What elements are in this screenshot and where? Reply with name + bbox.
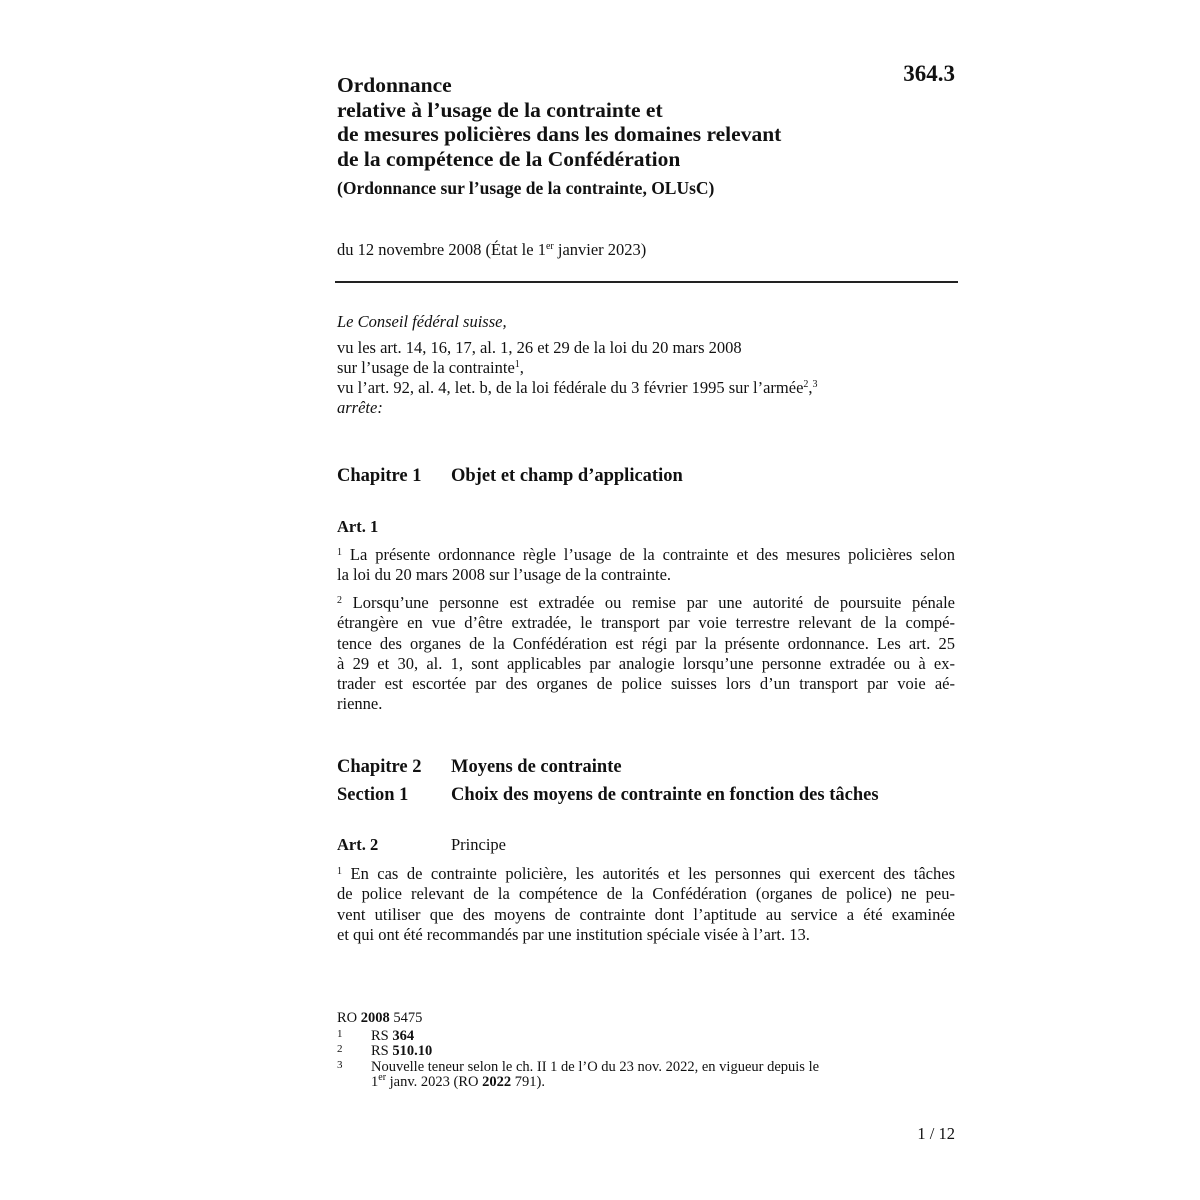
footnote-text: RS xyxy=(371,1043,393,1059)
paragraph-line: la loi du 20 mars 2008 sur l’usage de la contrainte. xyxy=(337,565,672,585)
paragraph-line: à 29 et 30, al. 1, sont applicables par analogie lorsqu’une personne extradée ou à ex- xyxy=(337,653,955,673)
footnote-item xyxy=(337,1044,897,1060)
sr-number: 364.3 xyxy=(903,61,955,86)
footnote-text: 2008 xyxy=(360,1010,390,1026)
footnote-superscript: er xyxy=(378,1072,387,1083)
footnote-ref[interactable]: 2 xyxy=(803,379,809,390)
ordinance-title xyxy=(337,73,877,171)
paragraph-line: trader est escortée par des organes de police suisses lors d’un transport par voie aé- xyxy=(337,674,955,694)
short-title: (Ordonnance sur l’usage de la contrainte, OLUsC) xyxy=(337,178,715,198)
footnote-item xyxy=(337,1029,897,1045)
paragraph-line: étrangère en vue d’être extradée, le transport par voie terrestre relevant de la compé- xyxy=(337,613,955,633)
preamble-line: vu les art. 14, 16, 17, al. 1, 26 et 29 de la loi du 20 mars 2008 xyxy=(337,338,742,357)
title-line: Ordonnance xyxy=(337,73,452,97)
footnote-ref[interactable]: 3 xyxy=(812,379,818,390)
paragraph-number: 2 xyxy=(337,595,342,606)
section-label: Section 1 xyxy=(337,785,409,805)
article-title: Principe xyxy=(451,835,506,854)
article-number: Art. 1 xyxy=(337,517,379,536)
chapter-label: Chapitre 1 xyxy=(337,466,422,486)
article-1-paragraph-1 xyxy=(337,545,955,586)
preamble-line xyxy=(337,378,957,398)
title-divider xyxy=(335,281,958,283)
footnote-text: 510.10 xyxy=(392,1043,433,1059)
paragraph-line xyxy=(337,864,955,884)
paragraph-text: En cas de contrainte policière, les autorités et les personnes qui exercent des tâches xyxy=(350,864,956,883)
paragraph-text: Lorsqu’une personne est extradée ou remise par une autorité de poursuite pénale xyxy=(352,593,956,612)
paragraph-line: vent utiliser que des moyens de contrainte dont l’aptitude au service a été examinée xyxy=(337,904,955,924)
paragraph-number: 1 xyxy=(337,547,342,558)
preamble-text: sur l’usage de la contrainte xyxy=(337,358,515,377)
preamble-decision: arrête: xyxy=(337,398,383,417)
footnote-text: janv. 2023 (RO xyxy=(386,1074,483,1090)
section-1-heading xyxy=(337,785,879,806)
paragraph-line xyxy=(337,545,955,565)
chapter-title: Moyens de contrainte xyxy=(451,757,622,777)
paragraph-line: et qui ont été recommandés par une institution spéciale visée à l’art. 13. xyxy=(337,924,810,944)
paragraph-line xyxy=(337,593,955,613)
paragraph-line: de police relevant de la compétence de la Confédération (organes de police) ne peu- xyxy=(337,884,955,904)
footnote-source xyxy=(337,1011,897,1027)
preamble xyxy=(337,312,957,418)
footnote-item xyxy=(337,1060,897,1076)
section-title: Choix des moyens de contrainte en fonction des tâches xyxy=(451,785,879,805)
footnote-number: 1 xyxy=(337,1027,343,1040)
date-superscript: er xyxy=(545,241,554,252)
title-line: relative à l’usage de la contrainte et xyxy=(337,97,663,122)
ordinance-date xyxy=(337,240,646,260)
title-line: de la compétence de la Confédération xyxy=(337,146,681,171)
article-2-heading xyxy=(337,835,506,855)
footnote-number: 3 xyxy=(337,1058,343,1071)
chapter-2-heading xyxy=(337,757,622,778)
footnote-number: 2 xyxy=(337,1043,343,1055)
footnote-ref[interactable]: 1 xyxy=(514,359,520,370)
footnote-text: Nouvelle teneur selon le ch. II 1 de l’O du 23 nov. 2022, en vigueur depuis le xyxy=(371,1058,820,1075)
paragraph-line: rienne. xyxy=(337,694,383,714)
preamble-text: , xyxy=(519,358,524,377)
date-prefix: du 12 novembre 2008 (État le 1 xyxy=(337,240,546,259)
preamble-authority: Le Conseil fédéral suisse, xyxy=(337,312,507,331)
footnote-text: 791). xyxy=(511,1074,545,1090)
footnote-text: 2022 xyxy=(482,1074,512,1090)
preamble-text: , xyxy=(808,378,813,397)
footnote-item-continuation xyxy=(337,1072,897,1091)
footnote-text: RS xyxy=(371,1027,393,1044)
article-1-heading xyxy=(337,517,451,537)
article-2-paragraph-1 xyxy=(337,864,955,945)
paragraph-number: 1 xyxy=(337,866,342,877)
article-1-paragraph-2 xyxy=(337,593,955,715)
paragraph-text: La présente ordonnance règle l’usage de la contrainte et des mesures policières selon xyxy=(349,545,955,564)
chapter-label: Chapitre 2 xyxy=(337,757,422,777)
chapter-title: Objet et champ d’application xyxy=(451,466,683,486)
date-suffix: janvier 2023) xyxy=(553,240,647,259)
page-number: 1 / 12 xyxy=(917,1124,955,1143)
title-line: de mesures policières dans les domaines relevant xyxy=(337,122,782,146)
footnote-text: RO xyxy=(337,1010,361,1026)
footnotes xyxy=(337,1011,897,1091)
article-number: Art. 2 xyxy=(337,835,379,854)
paragraph-line: tence des organes de la Confédération est régi par la présente ordonnance. Les art. 25 xyxy=(337,633,955,653)
preamble-line xyxy=(337,358,957,378)
footnote-text: 5475 xyxy=(389,1010,423,1026)
footnote-text: 364 xyxy=(392,1027,415,1044)
preamble-text: vu l’art. 92, al. 4, let. b, de la loi fédérale du 3 février 1995 sur l’armée xyxy=(337,378,804,397)
footnote-text: 1 xyxy=(371,1074,379,1090)
chapter-1-heading xyxy=(337,466,683,487)
